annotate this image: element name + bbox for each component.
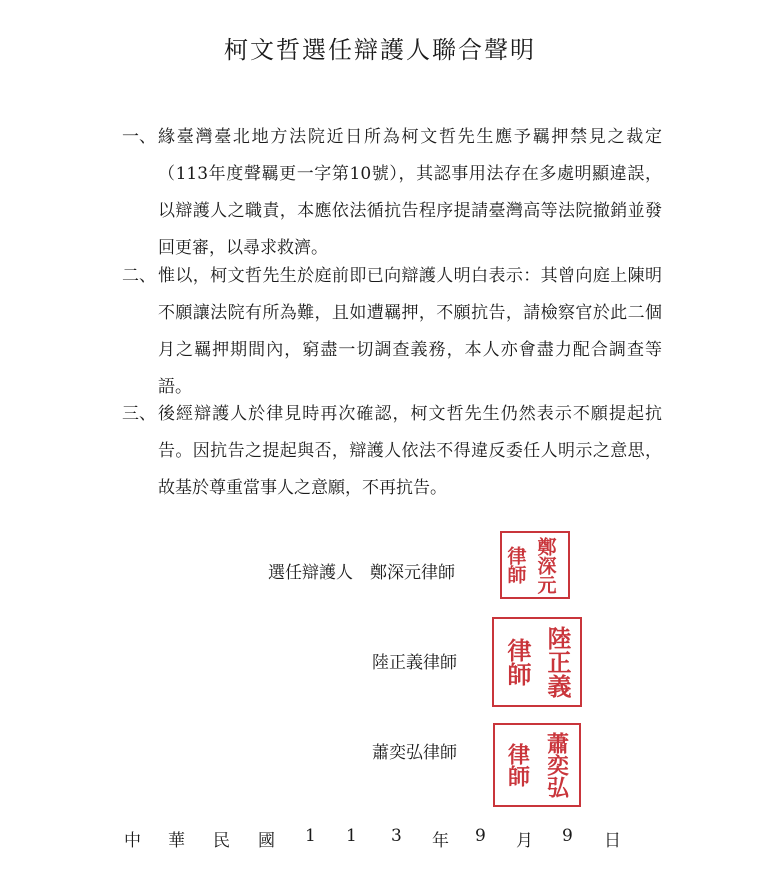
date-char: 年: [432, 831, 449, 851]
seal-column-律師: 律師: [504, 743, 531, 787]
seal-column-律師: 律師: [504, 546, 527, 584]
paragraph-text: 惟以，柯文哲先生於庭前即已向辯護人明白表示：其曾向庭上陳明不願讓法院有所為難，且如遭羈押，不願抗告，請檢察官於此二個月之羈押期間內，窮盡一切調查義務，本人亦會盡力配合調查等語。: [158, 266, 662, 397]
date-char: 民: [213, 831, 230, 851]
date-char: 月: [516, 831, 533, 851]
paragraph-3: [122, 396, 662, 507]
paragraph-number: 一、: [122, 127, 156, 147]
signature-label-3: 蕭奕弘律師: [372, 743, 457, 763]
date-char: 9: [562, 826, 573, 846]
seal-column-name: 陸正義: [543, 626, 572, 698]
seal-column-name: 蕭奕弘: [543, 732, 570, 798]
lawyer-seal-1: [500, 531, 570, 599]
page-title: 柯文哲選任辯護人聯合聲明: [224, 36, 536, 64]
signature-label-1: 選任辯護人 鄭深元律師: [268, 563, 455, 583]
lawyer-seal-2: [492, 617, 582, 707]
paragraph-number: 二、: [122, 266, 156, 286]
date-char: 華: [168, 831, 185, 851]
paragraph-2: [122, 258, 662, 406]
seal-column-律師: 律師: [503, 638, 532, 686]
date-char: 日: [604, 831, 621, 851]
date-char: 1: [346, 826, 357, 846]
date-char: 1: [305, 826, 316, 846]
signature-label-2: 陸正義律師: [372, 653, 457, 673]
date-char: 3: [391, 826, 402, 846]
paragraph-1: [122, 119, 662, 267]
paragraph-number: 三、: [122, 404, 156, 424]
date-char: 國: [258, 831, 275, 851]
lawyer-seal-3: [493, 723, 581, 807]
date-char: 9: [475, 826, 486, 846]
date-line: [0, 826, 760, 850]
paragraph-text: 後經辯護人於律見時再次確認，柯文哲先生仍然表示不願提起抗告。因抗告之提起與否，辯護人依法不得違反委任人明示之意思，故基於尊重當事人之意願，不再抗告。: [158, 404, 662, 498]
paragraph-text: 緣臺灣臺北地方法院近日所為柯文哲先生應予羈押禁見之裁定（113年度聲羈更一字第10號），其認事用法存在多處明顯違誤，以辯護人之職責，本應依法循抗告程序提請臺灣高等法院撤銷並發回更審，以尋求救濟。: [158, 127, 662, 258]
date-char: 中: [124, 831, 141, 851]
seal-column-name: 鄭深元: [534, 536, 557, 594]
